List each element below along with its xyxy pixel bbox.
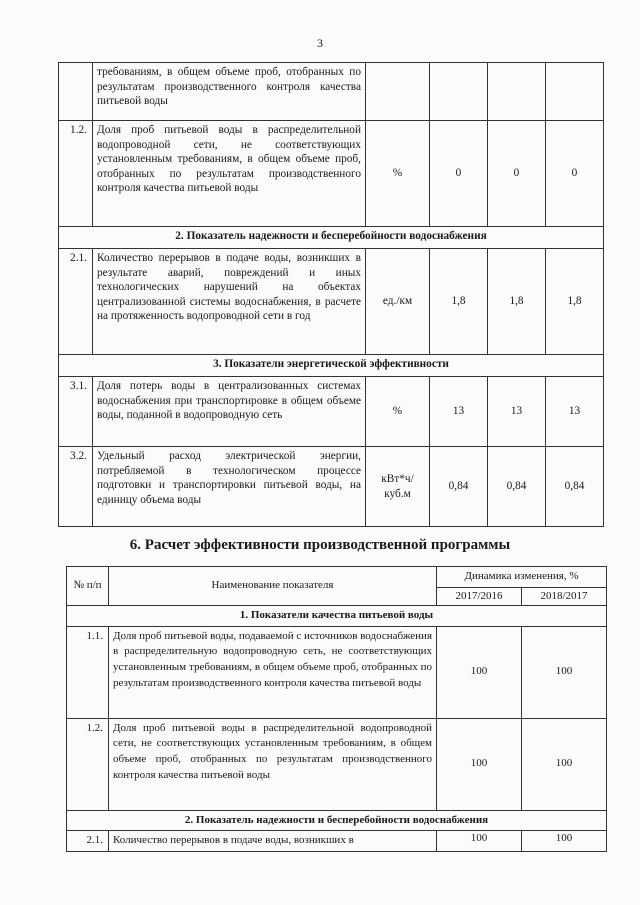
indicator-description: Количество перерывов в подаче воды, возникших в результате аварий, повреждений и иных технологических нарушений на объектах централизованной системы водоснабжения, в расчете на протяженность водопроводной сети в год: [93, 249, 366, 355]
indicator-description: Количество перерывов в подаче воды, возникших в: [109, 831, 437, 852]
section-heading: 6. Расчет эффективности производственной программы: [129, 537, 511, 553]
indicator-description: Удельный расход электрической энергии, потребляемой в технологическом процессе подготовки и транспортировки питьевой воды, на единицу объема воды: [93, 447, 366, 527]
row-number: 2.1.: [59, 249, 93, 355]
value-cell: 100: [437, 718, 522, 810]
value-cell: 100: [437, 831, 522, 852]
column-header-year: 2018/2017: [522, 587, 607, 606]
row-number: 1.2.: [59, 121, 93, 227]
efficiency-table: [66, 566, 607, 852]
value-cell: 0: [430, 121, 488, 227]
indicator-description: требованиям, в общем объеме проб, отобранных по результатам производственного контроля качества питьевой воды: [93, 63, 366, 121]
value-cell: 13: [430, 377, 488, 447]
value-cell: 0: [488, 121, 546, 227]
section-title: 3. Показатели энергетической эффективности: [59, 355, 604, 377]
row-number: 2.1.: [67, 831, 109, 852]
unit-cell: %: [366, 121, 430, 227]
value-cell: [546, 63, 604, 121]
value-cell: 1,8: [430, 249, 488, 355]
value-cell: 0,84: [546, 447, 604, 527]
row-number: 3.1.: [59, 377, 93, 447]
table-row: [59, 249, 604, 355]
value-cell: [488, 63, 546, 121]
value-cell: 13: [488, 377, 546, 447]
column-header-name: Наименование показателя: [109, 567, 437, 606]
unit-cell: %: [366, 377, 430, 447]
section-row: [67, 810, 607, 831]
section-title: 2. Показатель надежности и бесперебойности водоснабжения: [67, 810, 607, 831]
column-header-dynamics: Динамика изменения, %: [437, 567, 607, 588]
row-number: 1.2.: [67, 718, 109, 810]
unit-cell: кВт*ч/ куб.м: [366, 447, 430, 527]
unit-cell: ед./км: [366, 249, 430, 355]
column-header-number: № п/п: [67, 567, 109, 606]
table-row: [67, 626, 607, 718]
row-number: 3.2.: [59, 447, 93, 527]
value-cell: 100: [522, 718, 607, 810]
value-cell: 0,84: [488, 447, 546, 527]
value-cell: 100: [522, 831, 607, 852]
table-row: [59, 63, 604, 121]
section-title: 1. Показатели качества питьевой воды: [67, 606, 607, 627]
table-row: [67, 831, 607, 852]
value-cell: 100: [437, 626, 522, 718]
page-number: 3: [317, 36, 323, 50]
section-row: [67, 606, 607, 627]
column-header-year: 2017/2016: [437, 587, 522, 606]
value-cell: 0,84: [430, 447, 488, 527]
value-cell: 1,8: [546, 249, 604, 355]
value-cell: 13: [546, 377, 604, 447]
table-row: [59, 377, 604, 447]
table-row: [67, 718, 607, 810]
row-number: 1.1.: [67, 626, 109, 718]
unit-cell: [366, 63, 430, 121]
indicator-description: Доля проб питьевой воды в распределительной водопроводной сети, не соответствующих установленным требованиям, в общем объеме проб, отобранных по результатам производственного контроля качества питьевой воды: [109, 718, 437, 810]
value-cell: [430, 63, 488, 121]
indicator-description: Доля проб питьевой воды, подаваемой с источников водоснабжения в распределительную водопроводную сеть, не соответствующих установленным требованиям, в общем объеме проб, отобранных по результатам производственного контроля качества питьевой воды: [109, 626, 437, 718]
value-cell: 100: [522, 626, 607, 718]
section-title: 2. Показатель надежности и бесперебойности водоснабжения: [59, 227, 604, 249]
table-row: [59, 121, 604, 227]
indicator-description: Доля проб питьевой воды в распределительной водопроводной сети, не соответствующих установленным требованиям, в общем объеме проб, отобранных по результатам производственного контроля качества питьевой воды: [93, 121, 366, 227]
header-row: [67, 567, 607, 588]
value-cell: 0: [546, 121, 604, 227]
row-number: [59, 63, 93, 121]
value-cell: 1,8: [488, 249, 546, 355]
section-row: [59, 355, 604, 377]
indicators-table: [58, 62, 604, 527]
section-row: [59, 227, 604, 249]
indicator-description: Доля потерь воды в централизованных системах водоснабжения при транспортировке в общем объеме воды, поданной в водопроводную сеть: [93, 377, 366, 447]
table-row: [59, 447, 604, 527]
